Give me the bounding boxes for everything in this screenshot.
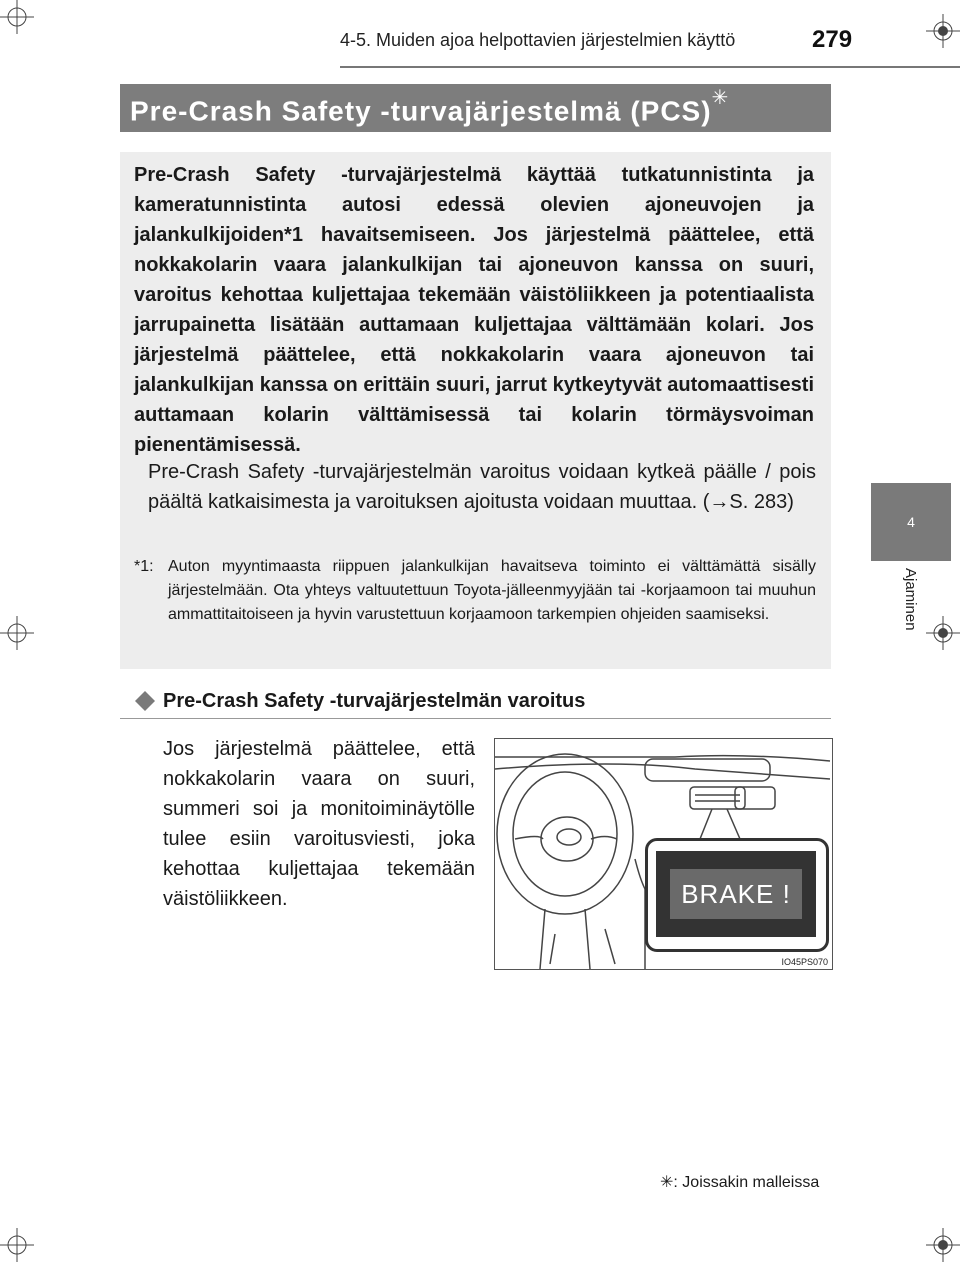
chapter-tab [871,483,951,561]
footnote-text: Auton myyntimaasta riippuen jalankulkijan havaitseva toiminto ei välttämättä sisälly järjestelmään. Ota yhteys valtuutettuun Toyota-jälleenmyyjään tai -korjaamoon tai muuhun ammattitaitoiseen ja hyvin varustettuun korjaamoon tarkempien ohjeiden saamiseksi. [168,558,816,623]
chapter-label: Ajaminen [902,568,919,631]
brake-warning-message: BRAKE ! [670,869,802,919]
running-header-section: 4-5. Muiden ajoa helpottavien järjestelmien käyttö [340,30,736,50]
model-availability-note: ✳: Joissakin malleissa [660,1174,820,1191]
summary-box [120,152,831,669]
header-rule [340,66,960,68]
page-number: 279 [812,26,853,53]
section-title [130,87,730,127]
crop-mark-bottom-right [926,1228,960,1262]
summary-normal-paragraph: Pre-Crash Safety -turvajärjestelmän varoitus voidaan kytkeä päälle / pois päältä katkaisimesta ja varoituksen ajoitusta voidaan muuttaa. (→S. 283) [148,461,816,513]
summary-bold-paragraph: Pre-Crash Safety -turvajärjestelmä käyttää tutkatunnistinta ja kameratunnistinta autosi edessä olevien ajoneuvojen ja jalankulkijoiden*1 havaitsemiseen. Jos järjestelmä päättelee, että nokkakolarin vaara jalankulkijan tai ajoneuvon kanssa on suuri, varoitus kehottaa kuljettajaa tekemään väistöliikkeen ja potentiaalista jarrupainetta lisätään auttamaan kuljettajaa välttämään kolari. Jos järjestelmä päättelee, että nokkakolarin vaara ajoneuvon tai jalankulkijan kanssa on erittäin suuri, jarrut kytkeytyvät automaattisesti auttamaan kolarin välttämisessä tai kolarin törmäysvoiman pienentämisessä. [134,164,814,456]
dashboard-illustration [494,738,833,970]
section-title-text: Pre-Crash Safety -turvajärjestelmä (PCS) [130,95,712,127]
section-title-bar [120,84,831,132]
diamond-bullet-icon [134,690,156,712]
chapter-number: 4 [907,514,915,530]
footnote-mark: *1: [134,558,154,575]
crop-mark-bottom-left [0,1228,34,1262]
crop-mark-top-right [926,14,960,48]
crop-mark-mid-left [0,616,34,650]
figure-code: IO45PS070 [781,957,828,967]
multi-info-display [645,838,829,952]
chapter-label-container [871,568,951,658]
subsection-heading: Pre-Crash Safety -turvajärjestelmän varoitus [163,690,586,712]
subsection-body: Jos järjestelmä päättelee, että nokkakolarin vaara on suuri, summeri soi ja monitoiminäytölle tulee esiin varoitusviesti, joka kehottaa kuljettajaa tekemään väistöliikkeen. [163,738,475,910]
subsection-rule [120,718,831,719]
asterisk-mark-icon: ✳ [711,87,730,109]
crop-mark-top-left [0,0,34,34]
display-screen [656,851,816,937]
